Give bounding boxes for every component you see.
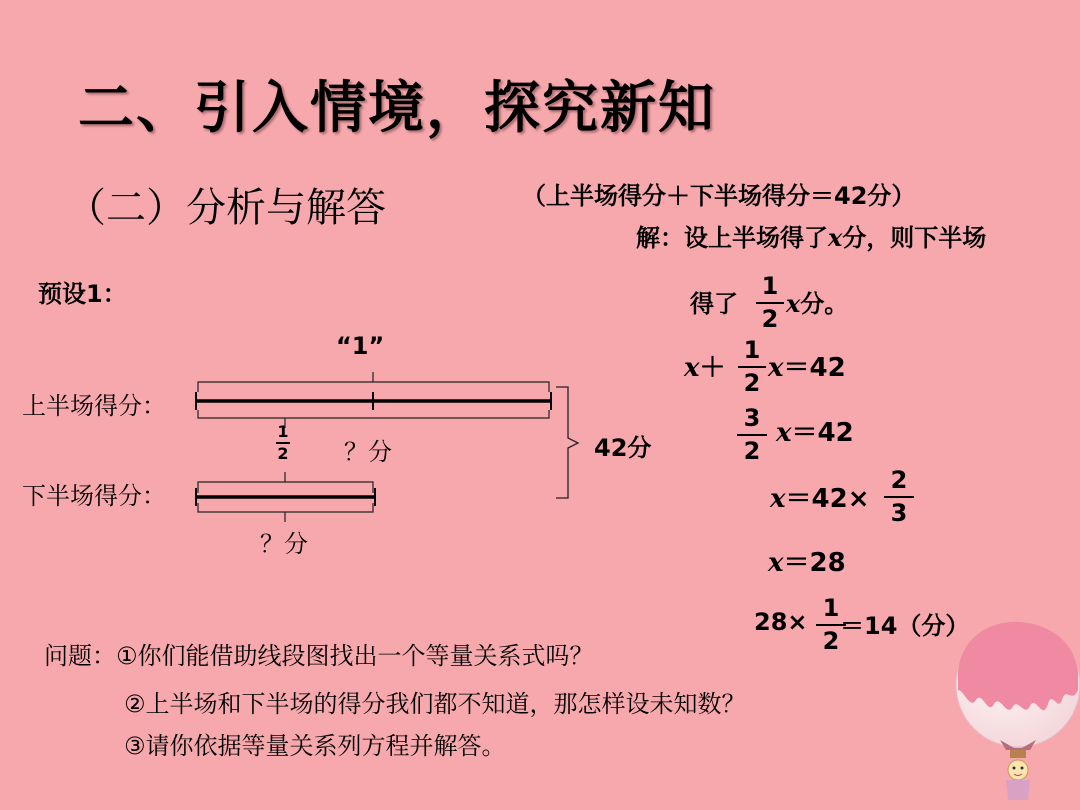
fraction-denominator: 3 bbox=[890, 499, 908, 527]
preset-label: 预设1： bbox=[38, 280, 127, 308]
variable-x: x bbox=[684, 353, 700, 383]
variable-x: x bbox=[770, 484, 786, 514]
unit-one-label: “1” bbox=[336, 332, 385, 360]
variable-x: x bbox=[768, 548, 784, 578]
slide-title: 二、引入情境，探究新知 bbox=[78, 76, 716, 141]
fraction-denominator: 2 bbox=[743, 369, 761, 397]
solution-text-end: 分，则下半场 bbox=[842, 224, 987, 252]
upper-half-label: 上半场得分： bbox=[22, 392, 166, 420]
fraction-denominator: 2 bbox=[822, 627, 840, 655]
fraction-denominator: 2 bbox=[277, 444, 289, 463]
fraction-numerator: 2 bbox=[890, 466, 908, 494]
equality-relation: （上半场得分＋下半场得分＝42分） bbox=[522, 182, 916, 210]
solution-text: 解：设上半场得了 bbox=[636, 224, 828, 252]
plus-sign: ＋ bbox=[699, 353, 726, 383]
question-1-text: ①你们能借助线段图找出一个等量关系式吗？ bbox=[116, 642, 594, 670]
solution-line-2-start: 得了 bbox=[690, 290, 738, 318]
fraction-numerator: 1 bbox=[277, 422, 289, 441]
variable-x: x bbox=[828, 223, 843, 252]
fraction-numerator: 1 bbox=[822, 594, 840, 622]
variable-x: x bbox=[786, 289, 801, 318]
solution-end-text: 分。 bbox=[800, 290, 849, 318]
fraction-numerator: 3 bbox=[743, 404, 761, 432]
equals-28: ＝28 bbox=[783, 548, 846, 578]
fraction-denominator: 2 bbox=[761, 305, 779, 333]
equals-42: ＝42 bbox=[783, 353, 846, 383]
slide-subtitle: （二）分析与解答 bbox=[66, 185, 386, 231]
question-2: ②上半场和下半场的得分我们都不知道，那怎样设未知数？ bbox=[124, 690, 746, 718]
lower-half-label: 下半场得分： bbox=[22, 482, 166, 510]
equation-5-right: ＝14（分） bbox=[840, 612, 970, 640]
fraction-numerator: 1 bbox=[743, 336, 761, 364]
fraction-denominator: 2 bbox=[743, 437, 761, 465]
equals-42-times: ＝42× bbox=[785, 484, 870, 514]
equals-42: ＝42 bbox=[791, 418, 854, 448]
total-score-label: 42分 bbox=[594, 434, 652, 462]
variable-x: x bbox=[776, 418, 792, 448]
equation-5-left: 28× bbox=[754, 608, 808, 636]
lower-question-label: ？分 bbox=[260, 530, 308, 558]
question-prefix: 问题： bbox=[44, 642, 116, 670]
upper-question-label: ？分 bbox=[344, 438, 392, 466]
fraction-numerator: 1 bbox=[761, 272, 779, 300]
question-3: ③请你依据等量关系列方程并解答。 bbox=[124, 732, 506, 760]
variable-x: x bbox=[768, 353, 784, 383]
